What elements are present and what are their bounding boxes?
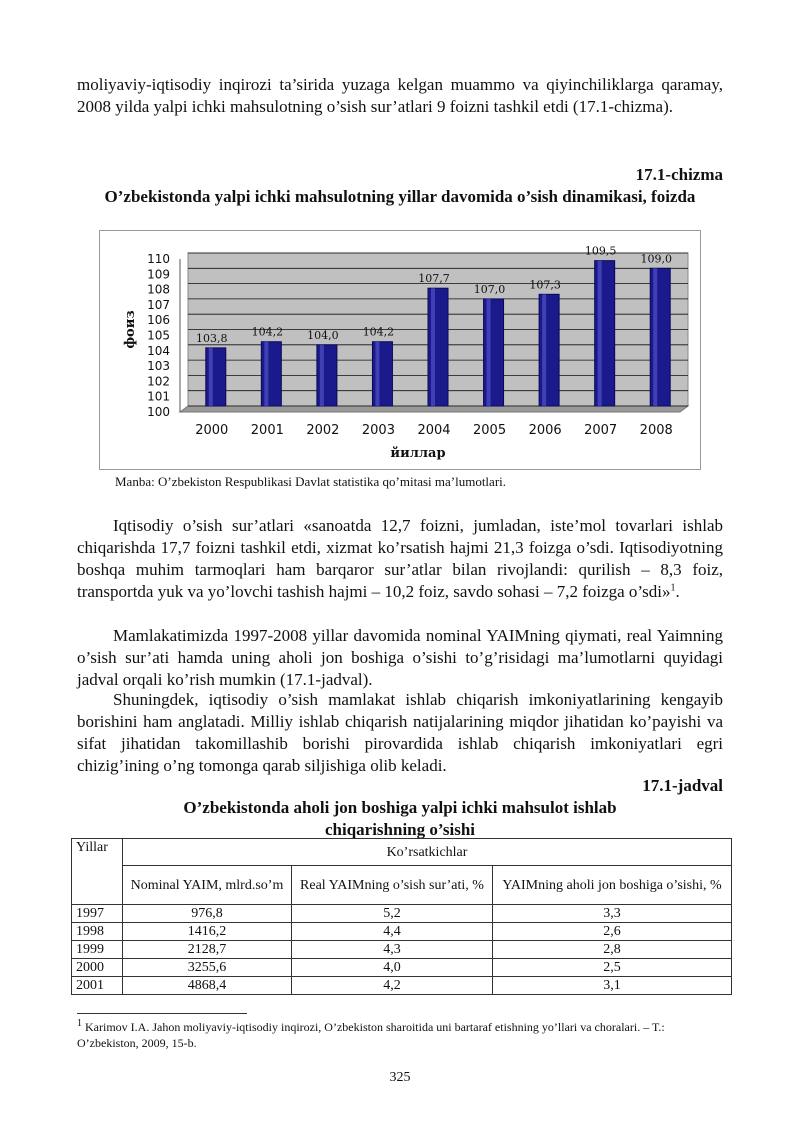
y-tick-label: 101	[147, 389, 170, 404]
cell-per-capita: 3,3	[493, 905, 732, 923]
data-label: 103,8	[196, 331, 228, 345]
cell-real-growth: 5,2	[292, 905, 493, 923]
bar	[206, 348, 226, 406]
x-tick-label: 2006	[528, 423, 562, 438]
x-tick-label: 2003	[361, 423, 395, 438]
cell-year: 2001	[72, 977, 123, 995]
footnote-mark: 1	[77, 1018, 82, 1029]
bar-highlight	[653, 268, 657, 406]
y-tick-label: 110	[147, 252, 170, 266]
table-label: 17.1-jadval	[642, 776, 723, 795]
bar	[595, 261, 615, 406]
x-tick-label: 2001	[250, 423, 284, 438]
y-tick-label: 109	[147, 267, 170, 282]
table-row	[72, 977, 732, 995]
table-body	[72, 905, 732, 995]
bar-highlight	[375, 342, 379, 406]
paragraph-2: Mamlakatimizda 1997-2008 yillar davomida nominal YAIMning qiymati, real Yaimning o’sish sur’ati hamda uning aholi jon boshiga o’sishi to’g’risidagi ma’lumotlarni quyidagi jadval orqali ko’rish mumkin (17.1-jadval).	[77, 626, 723, 689]
figure-source: Manba: O’zbekiston Respublikasi Davlat statistika qo’mitasi ma’lumotlari.	[115, 474, 507, 489]
x-tick-label: 2002	[306, 423, 340, 438]
data-label: 109,5	[584, 244, 617, 258]
bar	[261, 342, 281, 406]
y-tick-label: 106	[147, 313, 170, 328]
cell-per-capita: 3,1	[493, 977, 732, 995]
cell-nominal: 976,8	[123, 905, 292, 923]
figure-label: 17.1-chizma	[635, 165, 723, 184]
y-axis-title: фоиз	[123, 310, 138, 349]
figure-title: O’zbekistonda yalpi ichki mahsulotning yillar davomida o’sish dinamikasi, foizda	[104, 187, 696, 206]
y-tick-label: 108	[147, 282, 170, 297]
page-number: 325	[389, 1070, 411, 1085]
data-label: 109,0	[640, 252, 672, 266]
footnote-text: Karimov I.A. Jahon moliyaviy-iqtisodiy inqirozi, O’zbekiston sharoitida uni bartaraf etishning yo’llari va choralari. – T.: O’zbekiston, 2009, 15-b.	[77, 1020, 665, 1050]
footnote-reference: 1	[670, 582, 676, 594]
cell-real-growth: 4,3	[292, 941, 493, 959]
cell-nominal: 1416,2	[123, 923, 292, 941]
cell-real-growth: 4,2	[292, 977, 493, 995]
cell-year: 1999	[72, 941, 123, 959]
cell-real-growth: 4,4	[292, 923, 493, 941]
footnote-divider	[77, 1013, 247, 1014]
cell-year: 1997	[72, 905, 123, 923]
bar-highlight	[320, 345, 324, 406]
x-tick-label: 2000	[195, 423, 229, 438]
cell-per-capita: 2,8	[493, 941, 732, 959]
bar-highlight	[431, 288, 435, 406]
data-label: 104,2	[362, 325, 395, 339]
x-tick-label: 2008	[639, 423, 673, 438]
paragraph-1-text: Iqtisodiy o’sish sur’atlari «sanoatda 12,7 foizni, jumladan, iste’mol tovarlari ishlab chiqarishda 17,7 foizni tashkil etdi, xizmat ko’rsatish hajmi 21,3 foizga o’sdi. Iqtisodiyotning boshqa muhim tarmoqlari ham barqaror sur’atlar bilan rivojlandi: qurilish – 8,3 foiz, transportda yuk va yo’lovchi tashish hajmi – 10,2 foiz, savdo sohasi – 7,2 foizga o’sdi»	[77, 516, 723, 601]
paragraph-1-end: .	[675, 582, 680, 601]
bar-highlight	[209, 348, 213, 406]
data-label: 104,2	[251, 325, 284, 339]
data-label: 107,3	[529, 278, 561, 292]
gdp-table	[71, 838, 732, 995]
cell-nominal: 3255,6	[123, 959, 292, 977]
chart-svg	[100, 231, 700, 469]
header-per-capita: YAIMning aholi jon boshiga o’sishi, %	[493, 866, 732, 905]
header-years: Yillar	[72, 839, 123, 905]
y-tick-label: 103	[147, 359, 170, 374]
bar-highlight	[264, 342, 268, 406]
x-tick-label: 2004	[417, 423, 451, 438]
cell-year: 1998	[72, 923, 123, 941]
header-nominal: Nominal YAIM, mlrd.so’m	[123, 866, 292, 905]
data-label: 104,0	[307, 328, 339, 342]
data-label: 107,7	[418, 272, 450, 286]
table-title: O’zbekistonda aholi jon boshiga yalpi ichki mahsulot ishlab chiqarishning o’sishi	[183, 798, 617, 839]
cell-per-capita: 2,6	[493, 923, 732, 941]
x-tick-label: 2005	[473, 423, 507, 438]
bar	[539, 294, 559, 406]
y-tick-label: 100	[147, 405, 170, 419]
plot-floor	[180, 406, 688, 412]
table-row	[72, 959, 732, 977]
y-tick-label: 105	[147, 328, 170, 343]
bar-highlight	[542, 294, 546, 406]
cell-real-growth: 4,0	[292, 959, 493, 977]
cell-nominal: 4868,4	[123, 977, 292, 995]
bar-highlight	[487, 299, 491, 406]
bar-chart	[99, 230, 701, 470]
y-tick-label: 107	[147, 297, 170, 312]
header-real-growth: Real YAIMning o’sish sur’ati, %	[292, 866, 493, 905]
x-axis-title: йиллар	[390, 446, 446, 461]
cell-year: 2000	[72, 959, 123, 977]
data-label: 107,0	[473, 282, 506, 296]
header-indicators: Ko’rsatkichlar	[123, 839, 732, 866]
table-row	[72, 905, 732, 923]
table-row	[72, 941, 732, 959]
y-tick-label: 102	[147, 374, 170, 389]
x-tick-label: 2007	[584, 423, 618, 438]
cell-per-capita: 2,5	[493, 959, 732, 977]
cell-nominal: 2128,7	[123, 941, 292, 959]
paragraph-1	[77, 515, 723, 603]
bar-highlight	[598, 261, 602, 406]
table-row	[72, 923, 732, 941]
intro-paragraph: moliyaviy-iqtisodiy inqirozi ta’sirida yuzaga kelgan muammo va qiyinchiliklarga qaramay, 2008 yilda yalpi ichki mahsulotning o’sish sur’atlari 9 foizni tashkil etdi (17.1-chizma).	[77, 75, 723, 116]
footnote	[77, 1019, 727, 1051]
y-tick-label: 104	[147, 343, 170, 358]
paragraph-3: Shuningdek, iqtisodiy o’sish mamlakat ishlab chiqarish imkoniyatlarining kengayib borishini ham anglatadi. Milliy ishlab chiqarish natijalarining miqdor jihatidan ko’payishi va sifat jihatidan takomillashib borishi pirovardida ishlab chiqarish imkoniyatlari egri chizig’ining o’ng tomonga qarab siljishiga olib keladi.	[77, 690, 723, 775]
